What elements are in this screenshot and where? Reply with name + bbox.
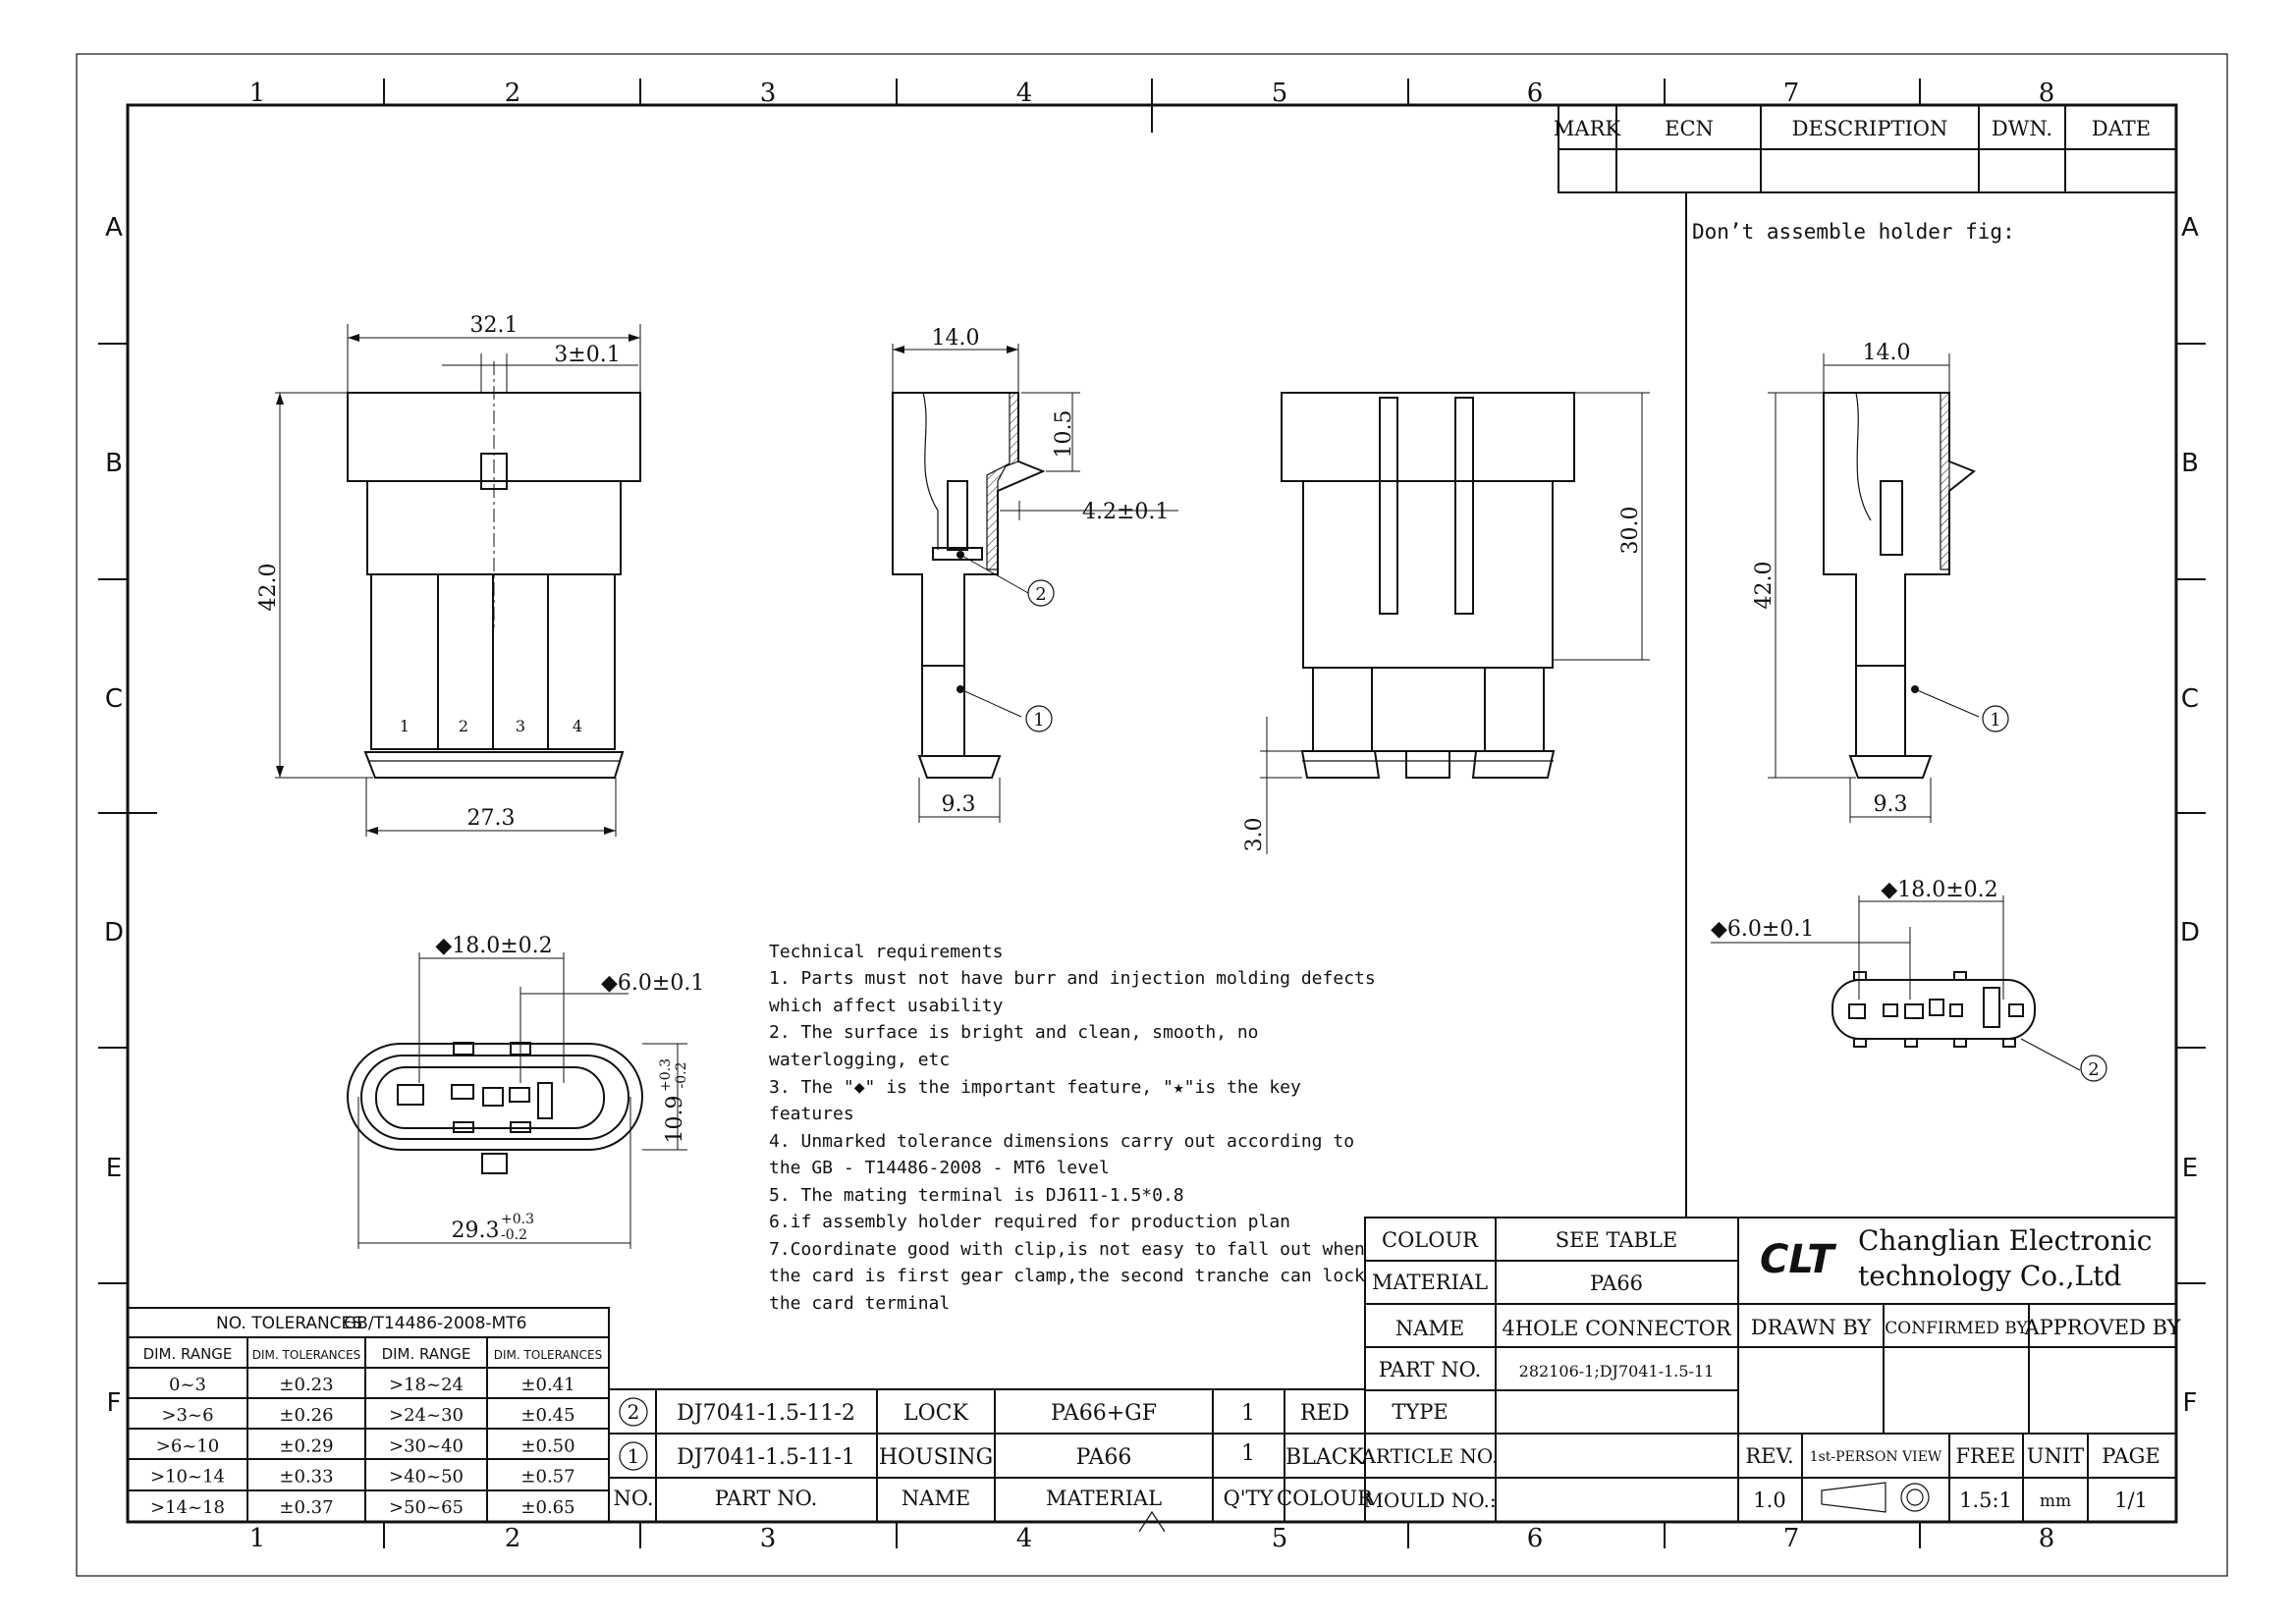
material-label: MATERIAL (1371, 1271, 1489, 1294)
balloon-2: 2 (1035, 584, 1047, 605)
col-label-top: 7 (1782, 79, 1800, 108)
revision-block (1554, 105, 2176, 192)
dim-alt-face-slot: ◆6.0±0.1 (1711, 917, 1815, 942)
unit-value: mm (2039, 1491, 2072, 1511)
tolerance-table (128, 1308, 609, 1522)
title-block (1360, 1218, 2181, 1522)
bom-colour: BLACK (1285, 1445, 1364, 1470)
dim-alt-side-height: 42.0 (1752, 561, 1777, 610)
company-name-line2: technology Co.,Ltd (1858, 1260, 2122, 1292)
row-label-left: B (105, 449, 123, 478)
row-label-left: C (104, 684, 124, 714)
tol-dim-tolerance: ±0.37 (279, 1496, 334, 1518)
bom-header-colour: COLOUR (1277, 1487, 1373, 1510)
tech-req-line: 6.if assembly holder required for production plan (769, 1212, 1291, 1232)
bom-table (609, 1389, 1374, 1522)
face-view (348, 934, 704, 1249)
tech-req-line: 7.Coordinate good with clip,is not easy to fall out when (769, 1239, 1365, 1260)
dim-front-width-top: 32.1 (469, 313, 519, 338)
dim-face-width: 29.3 (451, 1218, 500, 1243)
bom-header-no: NO. (613, 1487, 654, 1510)
bom-colour: RED (1299, 1401, 1350, 1426)
rev-label: REV. (1745, 1444, 1794, 1468)
bom-name: LOCK (903, 1401, 968, 1426)
tech-req-line: which affect usability (769, 996, 1004, 1016)
col-label-top: 4 (1015, 79, 1033, 108)
rev-header-mark: MARK (1553, 117, 1621, 140)
rev-header-dwn: DWN. (1991, 117, 2053, 140)
col-label-top: 8 (2038, 79, 2055, 108)
dim-face-width-tol-plus: +0.3 (501, 1212, 534, 1227)
dim-front-bottom-width: 27.3 (466, 806, 516, 831)
tech-req-line: 2. The surface is bright and clean, smooth, no (769, 1022, 1259, 1043)
col-label-bottom: 1 (248, 1524, 266, 1553)
dim-side-width: 14.0 (931, 326, 980, 351)
col-label-bottom: 2 (504, 1524, 521, 1553)
bom-no: 1 (627, 1444, 640, 1468)
tech-req-line: the GB - T14486-2008 - MT6 level (769, 1158, 1110, 1178)
row-label-right: C (2180, 684, 2200, 714)
tol-title-left: NO. TOLERANCES (216, 1314, 363, 1333)
type-label: TYPE (1392, 1400, 1449, 1424)
tech-req-line: Technical requirements (769, 942, 1004, 962)
tol-dim-tolerance: ±0.50 (520, 1435, 575, 1457)
material-value: PA66 (1589, 1272, 1644, 1295)
tech-req-line: the card terminal (769, 1293, 951, 1314)
col-label-bottom: 4 (1015, 1524, 1033, 1553)
alt-face-view (1711, 878, 2106, 1081)
inner-border (128, 105, 2176, 1522)
tol-dim-tolerance: ±0.57 (520, 1466, 575, 1488)
col-label-bottom: 5 (1271, 1524, 1288, 1553)
free-label: FREE (1955, 1444, 2016, 1468)
bom-header-material: MATERIAL (1045, 1487, 1163, 1510)
tech-req-line: features (769, 1104, 854, 1124)
bom-material: PA66+GF (1051, 1401, 1157, 1426)
bom-part-no: DJ7041-1.5-11-2 (677, 1401, 855, 1426)
dim-rear-height: 30.0 (1618, 506, 1643, 555)
row-label-left: F (106, 1388, 122, 1418)
dim-side-bottom: 9.3 (941, 792, 976, 817)
dim-front-key: 3±0.1 (554, 343, 621, 367)
dim-alt-side-width: 14.0 (1862, 341, 1911, 365)
dim-side-latch-w: 4.2±0.1 (1082, 500, 1170, 524)
tol-header: DIM. RANGE (142, 1345, 233, 1363)
tol-dim-range: >18~24 (389, 1375, 464, 1395)
tol-dim-range: >10~14 (150, 1466, 225, 1488)
col-label-bottom: 7 (1782, 1524, 1800, 1553)
bom-part-no: DJ7041-1.5-11-1 (677, 1445, 855, 1470)
colour-value: SEE TABLE (1555, 1228, 1678, 1252)
row-label-left: D (103, 918, 125, 947)
dim-face-width-tol-minus: -0.2 (501, 1227, 527, 1243)
col-label-top: 3 (759, 79, 777, 108)
bom-header-qty: Q'TY (1223, 1487, 1274, 1510)
bom-qty: 1 (1241, 1441, 1255, 1466)
rev-header-date: DATE (2091, 117, 2152, 140)
tol-dim-tolerance: ±0.45 (520, 1405, 575, 1427)
tol-dim-tolerance: ±0.29 (279, 1435, 334, 1457)
confirmed-by-label: CONFIRMED BY (1885, 1319, 2028, 1338)
tol-dim-tolerance: ±0.41 (520, 1375, 575, 1395)
alt-side-view (1752, 341, 2008, 823)
tol-dim-range: >50~65 (389, 1496, 464, 1518)
balloon-1-alt: 1 (1990, 710, 2001, 731)
partno-label: PART NO. (1378, 1358, 1482, 1381)
page-label: PAGE (2102, 1444, 2160, 1468)
row-label-right: B (2181, 449, 2199, 478)
bom-qty: 1 (1241, 1401, 1255, 1426)
dim-side-latch-h: 10.5 (1052, 409, 1076, 459)
row-label-right: D (2179, 918, 2201, 947)
rear-view (1242, 393, 1650, 854)
col-label-bottom: 8 (2038, 1524, 2055, 1553)
company-name-line1: Changlian Electronic (1858, 1224, 2153, 1257)
tol-dim-range: 0~3 (169, 1375, 206, 1395)
dim-face-height: 10.9 (663, 1095, 687, 1144)
tech-req-line: 1. Parts must not have burr and injection molding defects (769, 968, 1376, 989)
drawn-by-label: DRAWN BY (1750, 1316, 1872, 1339)
bom-name: HOUSING (878, 1445, 994, 1470)
tol-header: DIM. TOLERANCES (251, 1348, 361, 1362)
technical-requirements (769, 942, 1376, 1314)
tech-req-line: waterlogging, etc (769, 1050, 951, 1070)
holder-note: Don’t assemble holder fig: (1692, 220, 2015, 244)
row-label-right: A (2181, 213, 2199, 243)
bom-header-part-no: PART NO. (714, 1487, 818, 1510)
tol-dim-tolerance: ±0.65 (520, 1496, 575, 1518)
tol-dim-range: >6~10 (155, 1435, 220, 1457)
unit-label: UNIT (2026, 1444, 2085, 1468)
colour-label: COLOUR (1382, 1228, 1478, 1252)
pin-label: 2 (458, 717, 469, 735)
tol-dim-tolerance: ±0.23 (279, 1375, 334, 1395)
dim-face-height-tol-minus: -0.2 (674, 1061, 689, 1089)
dim-front-height: 42.0 (256, 563, 281, 612)
rev-header-ecn: ECN (1665, 117, 1714, 140)
name-label: NAME (1394, 1317, 1465, 1340)
tol-dim-range: >14~18 (150, 1496, 225, 1518)
article-label: ARTICLE NO. (1361, 1444, 1499, 1468)
view-label: 1st-PERSON VIEW (1809, 1449, 1942, 1465)
partno-value: 282106-1;DJ7041-1.5-11 (1518, 1362, 1715, 1380)
dim-face-pitch: ◆18.0±0.2 (435, 934, 553, 958)
col-label-top: 5 (1271, 79, 1288, 108)
row-label-left: A (105, 213, 123, 243)
tech-req-line: the card is first gear clamp,the second tranche can lock (769, 1266, 1365, 1286)
dim-face-height-tol-plus: +0.3 (658, 1058, 674, 1092)
dim-rear-bottom: 3.0 (1242, 817, 1267, 852)
bom-header-name: NAME (901, 1487, 971, 1510)
front-view (256, 313, 640, 837)
row-label-right: F (2182, 1388, 2198, 1418)
name-value: 4HOLE CONNECTOR (1502, 1317, 1731, 1340)
col-label-top: 2 (504, 79, 521, 108)
col-label-top: 6 (1526, 79, 1544, 108)
row-label-left: E (105, 1154, 123, 1183)
dim-face-slot: ◆6.0±0.1 (601, 971, 705, 996)
tol-dim-range: >3~6 (161, 1405, 214, 1427)
tech-req-line: 4. Unmarked tolerance dimensions carry out according to (769, 1131, 1355, 1152)
tech-req-line: 5. The mating terminal is DJ611-1.5*0.8 (769, 1185, 1184, 1206)
tol-dim-range: >40~50 (389, 1466, 464, 1488)
tol-header: DIM. RANGE (381, 1345, 471, 1363)
tol-dim-range: >30~40 (389, 1435, 464, 1457)
balloon-1: 1 (1033, 710, 1045, 731)
pin-label: 4 (572, 717, 583, 735)
pin-label: 3 (515, 717, 526, 735)
rev-value: 1.0 (1753, 1489, 1786, 1512)
col-label-bottom: 3 (759, 1524, 777, 1553)
tol-dim-tolerance: ±0.26 (279, 1405, 334, 1427)
tol-title-right: GB/T14486-2008-MT6 (344, 1314, 527, 1333)
dim-alt-side-bottom: 9.3 (1873, 792, 1908, 817)
col-label-top: 1 (248, 79, 266, 108)
side-view (893, 326, 1178, 823)
col-label-bottom: 6 (1526, 1524, 1544, 1553)
tol-dim-range: >24~30 (389, 1405, 464, 1427)
tech-req-line: 3. The "◆" is the important feature, "★"is the key (769, 1077, 1301, 1098)
tol-header: DIM. TOLERANCES (493, 1348, 603, 1362)
bom-material: PA66 (1075, 1445, 1132, 1470)
dim-alt-face-pitch: ◆18.0±0.2 (1881, 878, 1998, 902)
approved-by-label: APPROVED BY (2024, 1316, 2181, 1339)
pin-label: 1 (399, 717, 410, 735)
tol-dim-tolerance: ±0.33 (279, 1466, 334, 1488)
projection-symbol (1822, 1483, 1886, 1512)
page-value: 1/1 (2114, 1489, 2148, 1512)
balloon-2-alt: 2 (2088, 1059, 2100, 1080)
free-value: 1.5:1 (1959, 1489, 2012, 1512)
rev-header-description: DESCRIPTION (1791, 117, 1948, 140)
row-label-right: E (2181, 1154, 2199, 1183)
bom-no: 2 (627, 1400, 640, 1424)
company-logo: CLT (1760, 1237, 1834, 1282)
mould-label: MOULD NO.: (1363, 1489, 1497, 1512)
